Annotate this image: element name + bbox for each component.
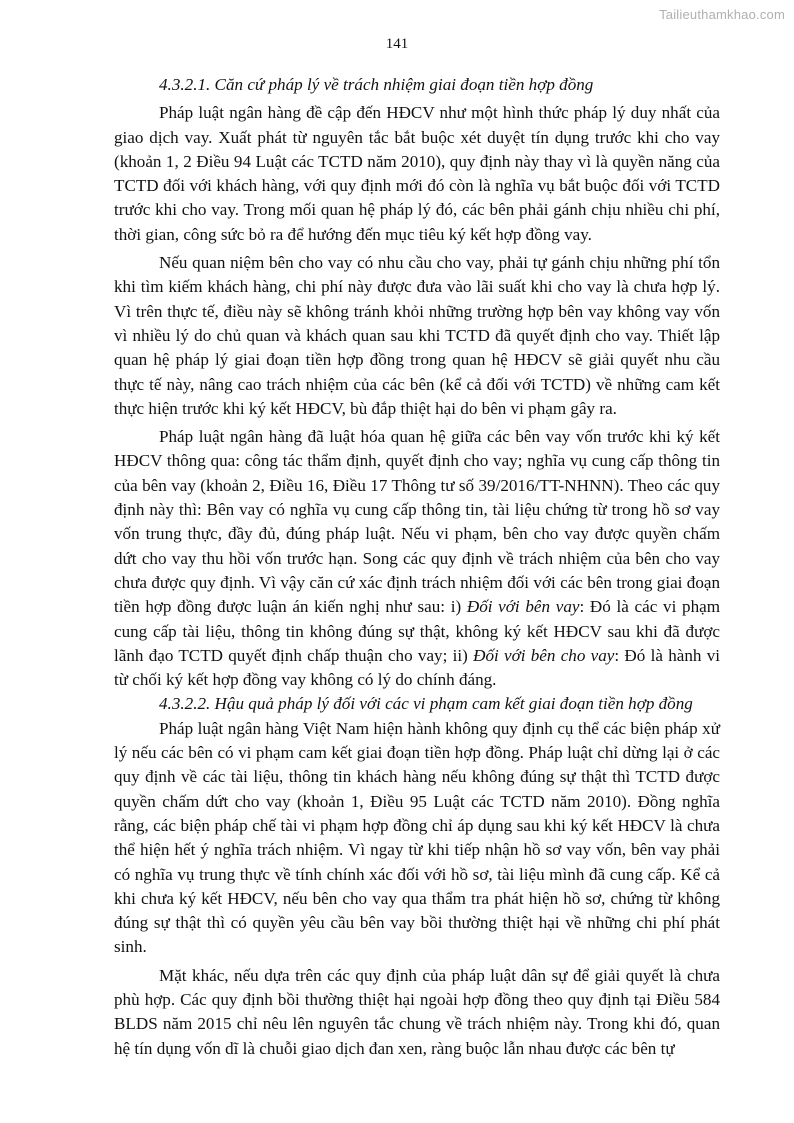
paragraph-3-text-2: : Đó là các vi phạm cung cấp tài liệu, thông tin không đúng sự thật, không ký kết HĐCV sau khi đã được lãnh đạo TCTD quyết định chấp thuận cho vay; ii) xyxy=(114,597,720,665)
paragraph-4: Pháp luật ngân hàng Việt Nam hiện hành không quy định cụ thể các biện pháp xử lý nếu các bên có vi phạm cam kết giai đoạn tiền hợp đồng. Pháp luật chỉ dừng lại ở các quy định về các tài liệu, thông tin khách hàng nếu không đúng sự thật thì TCTD được quyền chấm dứt cho vay (khoản 1, Điều 95 Luật các TCTD năm 2010). Đồng nghĩa rằng, các biện pháp chế tài vi phạm hợp đồng chỉ áp dụng sau khi ký kết HĐCV là chưa thể hiện hết ý nghĩa trách nhiệm. Vì ngay từ khi tiếp nhận hồ sơ vay vốn, bên vay phải có nghĩa vụ trung thực về tính chính xác đối với hồ sơ, tài liệu mình đã cung cấp. Kể cả khi chưa ký kết HĐCV, nếu bên cho vay qua thẩm tra phát hiện hồ sơ, chứng từ không đúng sự thật thì có quyền yêu cầu bên vay bồi thường thiệt hại về những chi phí phát sinh. xyxy=(114,718,720,957)
paragraph-3-italic-borrower: Đối với bên vay xyxy=(466,597,580,617)
paragraph-3-italic-lender: Đối với bên cho vay xyxy=(473,645,615,665)
document-body xyxy=(114,73,720,1065)
section-heading-4-3-2-2: 4.3.2.2. Hậu quả pháp lý đối với các vi phạm cam kết giai đoạn tiền hợp đồng xyxy=(159,694,693,714)
paragraph-3-text-3: : Đó là hành vi từ chối ký kết hợp đồng vay không có lý do chính đáng. xyxy=(114,645,721,690)
paragraph-3-text-1: Pháp luật ngân hàng đã luật hóa quan hệ giữa các bên vay vốn trước khi ký kết HĐCV thông qua: công tác thẩm định, quyết định cho vay; nghĩa vụ cung cấp thông tin của bên vay (khoản 2, Điều 16, Điều 17 Thông tư số 39/2016/TT-NHNN). Theo các quy định này thì: Bên vay có nghĩa vụ cung cấp thông tin, tài liệu chứng từ trong hồ sơ vay vốn trung thực, đầy đủ, đúng pháp luật. Nếu vi phạm, bên cho vay được quyền chấm dứt cho vay thu hồi vốn trước hạn. Song các quy định về trách nhiệm của bên cho vay chưa được quy định. Vì vậy căn cứ xác định trách nhiệm đối với các bên trong giai đoạn tiền hợp đồng được luận án kiến nghị như sau: i) xyxy=(114,427,720,617)
paragraph-3 xyxy=(114,425,720,692)
section-heading-4-3-2-1: 4.3.2.1. Căn cứ pháp lý về trách nhiệm giai đoạn tiền hợp đồng xyxy=(159,75,594,94)
watermark: Tailieuthamkhao.com xyxy=(659,7,785,22)
page-number: 141 xyxy=(385,36,409,52)
paragraph-5: Mặt khác, nếu dựa trên các quy định của pháp luật dân sự để giải quyết là chưa phù hợp. Các quy định bồi thường thiệt hại ngoài hợp đồng theo quy định tại Điều 584 BLDS năm 2015 chỉ nêu lên nguyên tắc chung về trách nhiệm này. Trong khi đó, quan hệ tín dụng vốn dĩ là chuỗi giao dịch đan xen, ràng buộc lẫn nhau được các bên tự xyxy=(114,965,720,1058)
paragraph-2: Nếu quan niệm bên cho vay có nhu cầu cho vay, phải tự gánh chịu những phí tổn khi tìm kiếm khách hàng, chi phí này được đưa vào lãi suất khi cho vay là chưa hợp lý. Vì trên thực tế, điều này sẽ không tránh khỏi những trường hợp bên vay không vay vốn vì nhiều lý do chủ quan và khách quan sau khi TCTD đã quyết định cho vay. Thiết lập quan hệ pháp lý giai đoạn tiền hợp đồng trong quan hệ HĐCV sẽ giải quyết nhu cầu thực tế này, nâng cao trách nhiệm của các bên (kể cả đối với TCTD) về những cam kết thực hiện trước khi ký kết HĐCV, bù đắp thiệt hại do bên vi phạm gây ra. xyxy=(114,253,720,418)
paragraph-1: Pháp luật ngân hàng đề cập đến HĐCV như một hình thức pháp lý duy nhất của giao dịch vay. Xuất phát từ nguyên tắc bắt buộc xét duyệt tín dụng trước khi cho vay (khoản 1, 2 Điều 94 Luật các TCTD năm 2010), quy định này thay vì là quyền năng của TCTD đối với khách hàng, với quy định mới đó còn là nghĩa vụ bắt buộc đối với TCTD trước khi cho vay. Trong mối quan hệ pháp lý đó, các bên phải gánh chịu nhiều chi phí, thời gian, công sức bỏ ra để hướng đến mục tiêu ký kết hợp đồng vay. xyxy=(114,103,720,244)
